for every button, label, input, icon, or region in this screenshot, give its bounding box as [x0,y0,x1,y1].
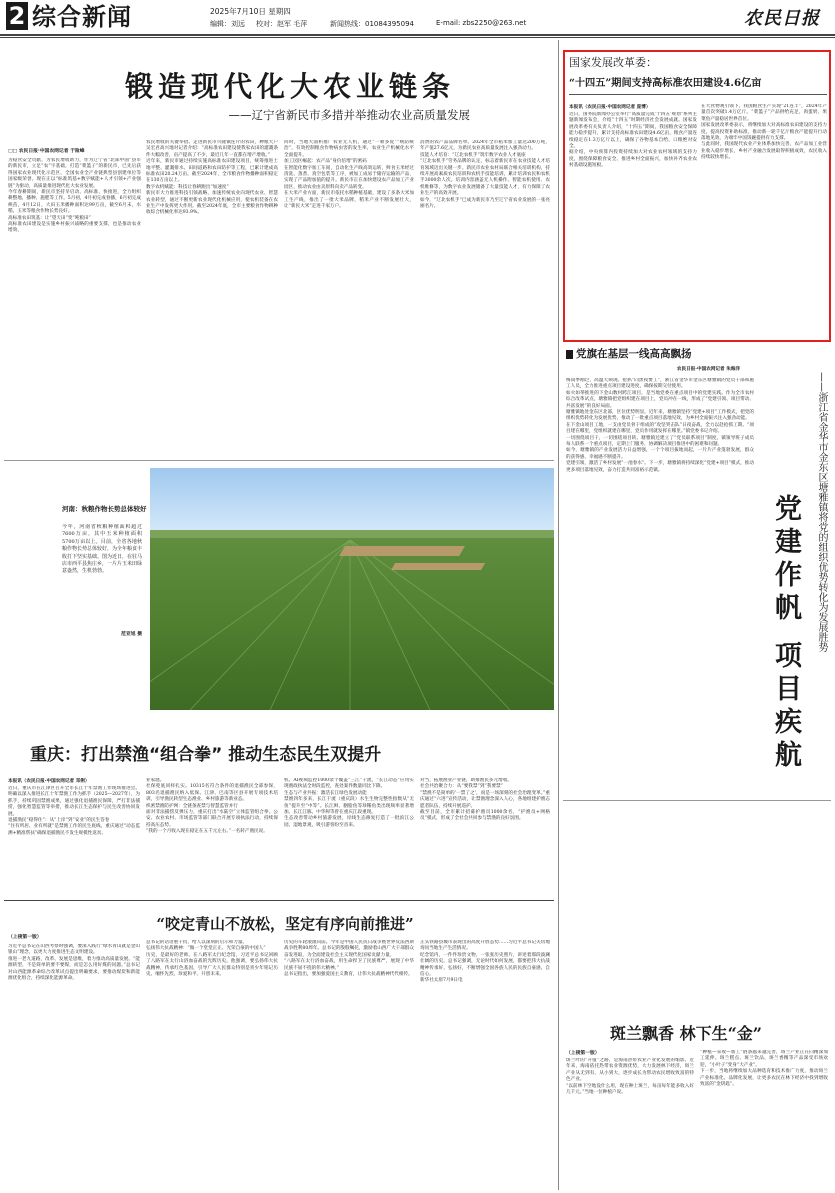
editorial-column-1 [8,944,140,1184]
chongqing-column-2-text: 业家庭。 社保兜底同样扎实。10315名符合条件的退捕渔民全部参保，803名退捕渔民纳入低保。江津、巴南等区县开展专项技术培训，引导渔民转型生态渔业、乡村旅游等新业态。 织密禁渔防护网：全链条查禁与智慧监管并行 面对非法捕捞反弹压力，重庆打出“水陆空”立体监管组合拳。公安、农业农村、市场监管等部门联合开展专项执法行动，持续保持高压态势。 “我的一个月收入现在稳定在五千元左右。”一名转产渔民说。 [146,778,278,835]
party-divider [563,800,831,801]
lead-column-divider [4,460,554,461]
chongqing-column-1 [8,786,140,896]
editorial-column-2 [146,940,278,1184]
paper-name-logo: 农民日报 [744,8,820,29]
chongqing-divider [4,900,554,901]
party-building-kicker: 党旗在基层一线高高飘扬 [576,348,692,360]
editorial-column-3-text: 历史的车轮滚滚向前。今年是中国人民抗日战争暨世界反法西斯战争胜利80周年。总书记的殷殷嘱托，激励着山西广大干部群众奋发进取，为全面建设社会主义现代化国家贡献力量。 “八路军在太行浴血奋战，用生命捍卫了民族尊严，展现了中华民族不屈不挠的伟大精神。” 总书记指出，要加强爱国主义教育，让伟大抗战精神代代相传。 [284,940,414,978]
party-building-body [566,378,754,794]
national-dev-headline: “十四五”期间支持高标准农田建设4.6亿亩 [569,77,762,89]
masthead-rule [0,34,835,36]
chongqing-headline: 重庆：打出禁渔“组合拳” 推动生态民生双提升 [30,745,382,765]
party-building-body-text: 梅雨季刚过，高温天频现。抢抓“向黑夜要工”，浙江省金华市金东区塘雅镇的党员干部和施工人员，全力推进重点项目建设进度，确保按期交付使用。 如火如荼推进的下金山数村跨江项目，是当地党委在重点项目中的党建实践。作为全市农村综合改革试点，塘雅镇把党组织建在项目上，党员冲在一线，形成了“党建引领、项目带动、共富发展”的良好局面。 塘雅镇地处金东区北部，区位优势明显。近年来，塘雅镇坚持“党建+项目”工作模式，把党的组织优势转化为发展优势，推动了一批重点项目落地见效，为乡村全面振兴注入强劲动能。 在下金山项目工地，一支由党员骨干组成的“攻坚突击队”日夜奋战，全力以赴抢抓工期。“项目建在哪里，党组织就建在哪里，党员作用就发挥在哪里。”镇党委书记介绍。 一切围绕项目干，一切围绕项目转。塘雅镇还建立了“党员联系项目”制度，镇领导班子成员每人联系一个重点项目，定期上门服务，协调解决项目推进中的困难和问题。 如今，塘雅镇的产业发展活力日益增强，一个个项目拔地而起，一片片产业蓬勃发展，群众的获得感、幸福感不断提升。 党建引领，激活了乡村发展“一池春水”。下一步，塘雅镇将持续深化“党建+项目”模式，推动更多项目落地见效，奋力打造共同富裕示范镇。 [566,378,754,473]
editorial-sub-label: （上接第一版） [8,935,42,940]
editorial-column-4 [420,940,550,1184]
national-dev-kicker: 国家发展改革委： [569,56,657,69]
proofreader: 校对：赵军 毛萍 [256,20,308,28]
editor: 编辑：刘远 [210,20,245,28]
lead-byline: □□ 农民日报·中国农网记者 于险峰 [8,149,85,154]
page-number: 2 [6,2,28,30]
henan-photographer: 范亚旭 摄 [121,632,142,637]
national-dev-headline-underline [569,94,827,95]
henan-caption-box [62,505,147,695]
section-title: 综合新闻 [32,3,132,31]
chongqing-column-4 [420,778,550,896]
party-building-byline: 农民日报·中国农网记者 朱海洋 [676,367,740,372]
editorial-column-1-text: 习近平总书记在山西考察时强调，要深入践行“绿水青山就是金山银山”理念，以更大力度推进生态文明建设。 推进一老九道路，改革、发展是思维，着力推动高质量发展。“能源转型，不是简单的要不要煤，而是怎么用好煤的问题。”总书记对山西能源革命综合改革试点提出明确要求，要推动煤炭和新能源优化组合，持续深化能源革命。 [8,944,140,982]
chongqing-column-3 [284,778,414,896]
lead-column-4-text: 消费的农产品品牌名单。2024年全市稻米加工量达200万吨，年产值27.6亿元，为新民农业高质量发展注入强劲动力。 技能人才培育：“辽北农机手”筑牢数字农业人才底座 “辽北农机手”劳务品牌的认定，标志着新民市在农业技能人才培育领域迈出关键一步。新民市农业农村局联合相关培训机构，持续开展高素质农民培训和农机手技能培训，累计培训农民和农机手3000余人次。培训内容涵盖无人机操作、智能农机使用、农机维修等，为数字农业发展储备了大量技能人才，有力保障了农业生产的高效开展。 如今，“辽北农机手”已成为新民市乃至辽宁省农业发展的一张亮丽名片。 [420,140,550,210]
national-dev-column-1 [569,112,697,338]
chongqing-column-4-text: 对当，拓展渔业产业链，助推渔民多元增收。 社会共治聚合力：从“要我禁”到“我要禁” “禁渔不是简单的‘一禁了之’，而是一场深刻的社会治理变革。”重庆通过“六进”宣传活动，让禁渔理念深入人心，各地组建护渔志愿者队伍，持续开展巡护。 截至目前，全市累计招募护渔员1000余名，“护渔员+网格员”模式，形成了全社会共同参与禁渔的良好氛围。 [420,778,550,822]
chongqing-column-2 [146,778,278,896]
chongqing-column-1-text: 近日，重庆市在江津区召开全市长江十年禁渔工作现场推进会。明确以深入推进长江十年禁渔工作为抓手（2025—2027年），为抓手，持续巩固禁渔成果，通过强化退捕渔民保障，严打非法捕捞，强化智慧监管等举措，推动长江生态保护与民生改善协同发展。 退捕渔民“稳得住”：从“上岸”到“安业”的民生答卷 “住有所居、业有所就”是禁渔工作的民生底线。重庆通过“动态监测+精准帮扶”确保退捕渔民不发生规模性返贫。 [8,786,140,836]
henan-caption-title: 河南：秋粮作物长势总体较好 [62,505,147,513]
henan-caption-text: 今年，河南省秋粮种植面积超过7600万亩，其中玉米种植面积5700万亩以上。目前，全省各地秋粮作物长势总体较好，为全年粮食丰收打下坚实基础。图为近日，在驻马店市西平县焦庄乡，一片片玉米田绿意盎然，生机勃勃。 [62,524,142,575]
lead-column-3 [284,140,414,458]
lead-column-1 [8,158,141,458]
lead-column-4 [420,140,550,458]
banlan-column-1-text: 斑兰叶的“升值”之路，是海南热带农业产业化发展的缩影。近年来，海南依托热带农业资源优势，大力发展林下经济，斑兰产业从无到有、从小到大，逐步成长为带动农民增收致富的特色产业。 “以前林下空地没什么用，现在种上斑兰，每亩每年能多收入好几千元。”当地一位种植户说。 [566,1058,694,1096]
lead-column-1-text: 为稳食安全贡献，为农民增收助力，作为辽宁省“北部中国”县市的新民市，立足“农”字基础，打造“菜篮子”的新民市，已先后获得国家农业现代化示范区、全国农业全产业链典型县创建单位等国家级荣誉。现在正以“标准筑基+数字赋能+人才引领+产业强链”为驱动，高质量推进现代化大农业发展。 今年春耕期间，新民市坚持早启动、高标准、快推进，全力组织耕整地、播种、施肥等工作。5月初，4月初完成春播，6月初完成秧苗，4月12日，大田玉米播种面积达99万亩，截至6月末，水稻、玉米等粮食作物长势良好。 高标准农田筑基：让“望天田”变“吨粮田” 高标准农田建设是实施乡村振兴战略的重要支撑，也是推动农业增效、 [8,158,141,234]
lead-column-3-text: 同时，当地大面积推广农业无人机，通过“一喷多促”“统防统治”，有效控制粮食作物病虫害的发生率，农业生产机械化水平全面提升。 加工园区崛起：农产品“身价倍增”的密码 在智能化数字加工车间，自动化生产线高效运转，鲜食玉米经过清洗、蒸煮、真空包装等工序，被加工成易于储存运输的产品，实现了产品附加值的提升。新民市正在加快建设农产品加工产业园区，推动农业由卖原料向卖产品转变。 在大米产业方面，新民市依托水稻种植基础，建设了多条大米加工生产线，推出了一批大米品牌，稻米产业不断发展壮大，让“新民大米”走进千家万户。 [284,140,414,210]
lead-column-2-text: 农民增收的关键举措。走进新民市兴隆镇连片的农田，种粮大户吴宏君高兴地对记者介绍：“高标准农田建设使我家农田的灌溉条件大幅改善，亩产提高了不少，最近几年一直都在增产增收。” 近年来，新民市通过持续实施高标准农田建设项目，统筹推进土地平整、灌溉排水、田间道路和农田防护等工程，已累计建成高标准农田20.24万亩。截至2024年，全市粮食作物播种面积稳定在130万亩以上。 数字农机赋能：科技让春耕跑出“加速度” 新民市大力推进科技引领战略，加速传统农业向现代农业、智慧农业转型，通过不断更新农业现代化机械应用，使农机装备在农业生产中发挥更大作用。截至2024年底，全市主要粮食作物耕种收综合机械化率达93.9%。 [146,140,278,216]
lead-headline: 锻造现代化大农业链条 [124,70,455,103]
editorial-column-4-text: 正头铁路县城市表现出的高度开放态势……习近平总书记关切地询问当地生产生活情况。 纪念馆内，一件件珍贵文物，一张张历史照片，讲述着那段波澜壮阔的历史。总书记强调，无论时代如何发展，都要把伟大抗战精神传承好、弘扬好，不断增强全国各族人民的民族自豪感、自信心。 新华社太原7月9日电 [420,940,550,984]
lead-subheadline: ——辽宁省新民市多措并举推动农业高质量发展 [228,108,470,122]
hotline: 新闻热线：01084395094 [330,20,414,28]
national-dev-column-2 [701,104,827,338]
editorial-column-3 [284,940,414,1184]
banlan-column-2-text: “种植—采收—加工”链条越来越完善，斑兰产业正在向精深加工延伸。斑兰糕点、斑兰饮品、斑兰香精等产品深受市场欢迎，“小叶子”变身“大产业”。 下一步，当地将继续加大品种选育和技术推广力度，推动斑兰产业标准化、品牌化发展，让更多农民在林下经济中找到增收致富的“金钥匙”。 [700,1050,828,1088]
date: 2025年7月10日 星期四 [210,7,291,16]
lead-column-2 [146,140,278,458]
banlan-column-1 [566,1058,694,1186]
party-building-subheadline: ——浙江省金华市金东区塘雅镇将党的组织优势转化为发展胜势 [816,372,827,652]
banlan-column-2 [700,1050,828,1186]
banlan-headline: 斑兰飘香 林下生“金” [610,1024,762,1043]
cornfield-illustration [150,468,554,710]
national-dev-box [563,50,831,342]
masthead [0,0,835,34]
main-vertical-divider [558,40,559,1190]
party-building-headline: 党建作帆 项目疾航 [770,494,801,774]
email: E-mail: zbs2250@263.net [436,19,527,27]
editorial-column-2-text: 总书记的话语重千钧，给人以深刻的启示和力量。 弘扬伟大抗战精神：“做一个堂堂正正、光荣自豪的中国人” 历史，是最好的老师。在八路军太行纪念馆，习近平总书记回顾了八路军在太行山浴血奋战的光辉历史。他强调，要弘扬伟大抗战精神，传承红色基因，引导广大人民群众特别是青少年铭记历史、缅怀先烈、珍爱和平、开创未来。 [146,940,278,978]
masthead-rule-thin [0,37,835,38]
chongqing-column-3-text: 机、AI视频监控1000余个覆盖“三江”干流，“长江动态”应用实现渔政执法全时段监控，查处案件数量同比下降。 生态与产业共振：激活长江绿色发展动能 禁渔四年多来，长江干流（重庆段）水生生物完整性指数从“无鱼”提升至“中等”。长江鲟、胭脂鱼等珍稀鱼类出现频率显著增加。长江江豚、中华鲟等曾在重庆江段重现。 生态改善带动乡村旅游发展，岸线生态修复打造了一批滨江公园、湿地景观，吸引游客纷至沓来。 [284,778,414,828]
cornfield-photo [150,468,554,710]
editorial-headline: “咬定青山不放松，坚定有序向前推进” [156,915,414,933]
national-dev-column-2-text: 在大食物观引领下，我国粮食生产实现“21连丰”，2024年产量首次突破1.4万亿斤。“菜篮子”产品供给充足，肉蛋奶、果菜鱼产量稳居世界首位。 国家发展改革委表示，将继续加大对高标准农田建设的支持力度，提高投资补助标准，推动新一轮千亿斤粮食产能提升行动落地见效，为端牢中国饭碗提供有力支撑。 与此同时，我国现代农业产业体系加快完善，农产品加工业营业收入稳步增长，乡村产业融合发展取得积极成效，农民收入持续较快增长。 [701,104,827,161]
party-building-kicker-box [566,348,736,362]
chongqing-byline: 本报讯（农民日报·中国农网记者 邓俐） [8,779,90,784]
national-dev-column-1-text: 近日，国务院新闻办公室举行“高质量完成‘十四五’规划”系列主题新闻发布会，介绍“十四五”时期经济社会发展成就。国家发展改革委有关负责人介绍，“十四五”期间，我国粮食安全保障能力稳步提升，累计支持高标准农田建设4.6亿亩，粮食产量连续稳定在1.3万亿斤以上，确保了谷物基本自给、口粮绝对安全。 据介绍，中央预算内投资持续加大对农业农村领域的支持力度，围绕保障粮食安全、推进乡村全面振兴，加快补齐农业农村基础设施短板。 [569,112,697,169]
banlan-sub-label: （上接第一版） [566,1051,600,1056]
national-dev-byline: 本报讯（农民日报·中国农网记者 庞博） [569,105,651,110]
party-kicker-mark [566,350,573,359]
